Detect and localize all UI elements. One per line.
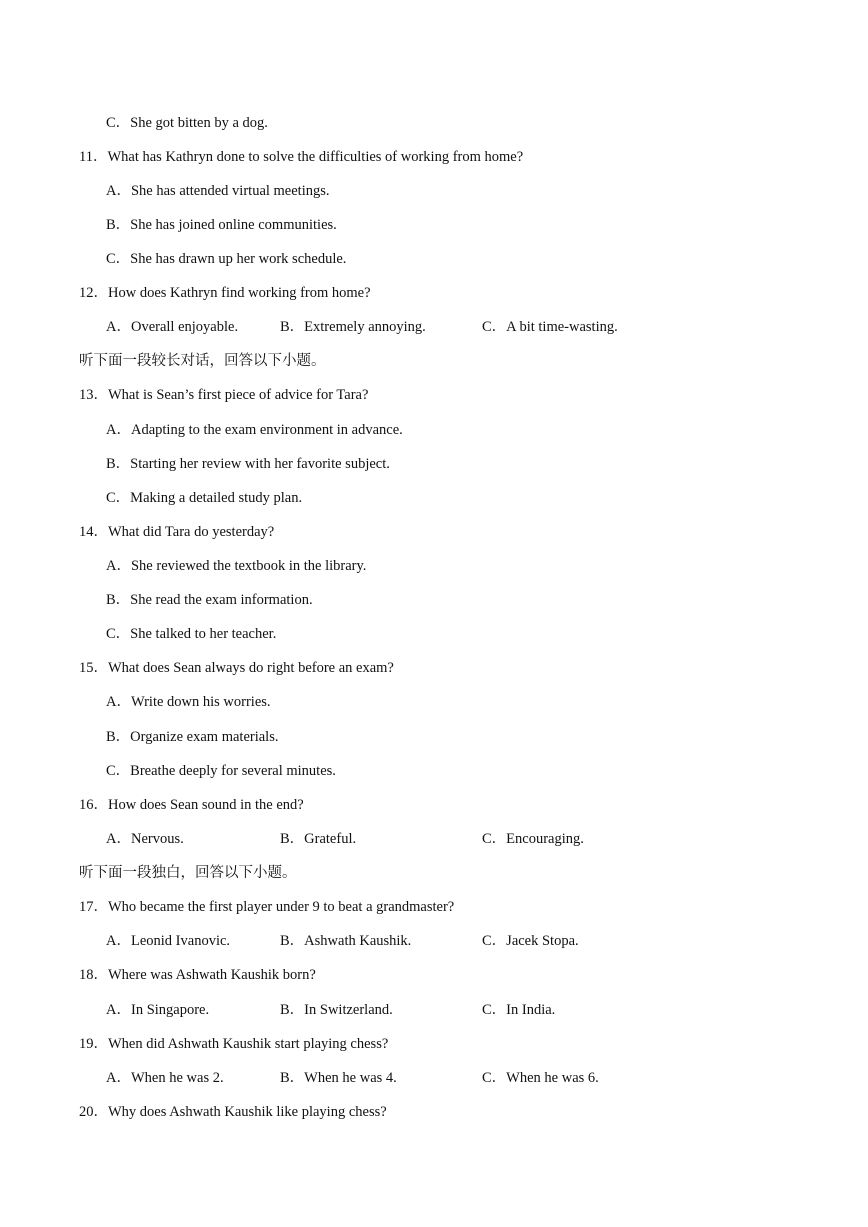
question-12 — [79, 283, 371, 303]
option-label: B． — [106, 217, 131, 233]
question-number: 12． — [79, 285, 108, 301]
option-19c — [482, 1068, 599, 1088]
option-text: Nervous. — [130, 831, 184, 847]
option-14b — [106, 590, 313, 610]
option-14c — [106, 624, 276, 644]
option-text: She has attended virtual meetings. — [130, 183, 330, 199]
option-12c — [482, 317, 618, 337]
option-label: B． — [106, 729, 131, 745]
option-label: C． — [482, 831, 507, 847]
option-text: She reviewed the textbook in the library. — [130, 558, 367, 574]
question-text: What did Tara do yesterday? — [108, 524, 275, 540]
options-row-12 — [106, 317, 806, 337]
question-number: 15． — [79, 660, 108, 676]
question-20 — [79, 1102, 387, 1122]
option-13c — [106, 488, 302, 508]
option-17b — [280, 931, 411, 951]
question-13 — [79, 385, 368, 405]
option-text: When he was 6. — [506, 1070, 599, 1086]
option-label: A． — [106, 319, 131, 335]
option-label: A． — [106, 933, 131, 949]
option-label: A． — [106, 183, 131, 199]
option-text: Making a detailed study plan. — [130, 490, 303, 506]
option-text: Write down his worries. — [130, 694, 271, 710]
option-12a — [106, 317, 238, 337]
option-label: C． — [106, 626, 131, 642]
option-label: C． — [482, 1002, 507, 1018]
option-label: B． — [280, 1070, 305, 1086]
option-text: She has drawn up her work schedule. — [130, 251, 347, 267]
option-11a — [106, 181, 330, 201]
option-label: A． — [106, 831, 131, 847]
option-label: B． — [280, 933, 305, 949]
option-12b — [280, 317, 426, 337]
question-text: Why does Ashwath Kaushik like playing chess? — [108, 1104, 387, 1120]
options-row-18 — [106, 1000, 806, 1020]
option-17a — [106, 931, 230, 951]
option-label: B． — [106, 456, 131, 472]
question-text: What has Kathryn done to solve the difficulties of working from home? — [107, 149, 524, 165]
option-label: C． — [106, 115, 131, 131]
option-label: A． — [106, 422, 131, 438]
question-14 — [79, 522, 274, 542]
option-text: A bit time-wasting. — [506, 319, 618, 335]
option-text: Ashwath Kaushik. — [304, 933, 412, 949]
option-16a — [106, 829, 184, 849]
option-text: She talked to her teacher. — [130, 626, 277, 642]
question-number: 11． — [79, 149, 108, 165]
section-instruction: 听下面一段独白，回答以下小题。 — [79, 865, 297, 881]
option-13a — [106, 420, 403, 440]
option-label: C． — [106, 251, 131, 267]
option-text: Organize exam materials. — [130, 729, 279, 745]
option-11b — [106, 215, 337, 235]
option-label: B． — [280, 319, 305, 335]
option-text: When he was 4. — [304, 1070, 397, 1086]
option-label: C． — [482, 933, 507, 949]
option-text: Leonid Ivanovic. — [130, 933, 231, 949]
option-label: C． — [482, 1070, 507, 1086]
question-18 — [79, 965, 316, 985]
option-text: She read the exam information. — [130, 592, 313, 608]
option-label: B． — [280, 1002, 305, 1018]
option-label: A． — [106, 694, 131, 710]
option-18a — [106, 1000, 209, 1020]
option-label: C． — [106, 490, 131, 506]
options-row-19 — [106, 1068, 806, 1088]
question-15 — [79, 658, 394, 678]
option-label: A． — [106, 1070, 131, 1086]
option-16b — [280, 829, 356, 849]
option-13b — [106, 454, 390, 474]
option-text: When he was 2. — [130, 1070, 224, 1086]
option-label: A． — [106, 1002, 131, 1018]
question-text: What does Sean always do right before an exam? — [108, 660, 394, 676]
option-16c — [482, 829, 584, 849]
option-18b — [280, 1000, 393, 1020]
option-text: Starting her review with her favorite subject. — [130, 456, 390, 472]
question-text: How does Sean sound in the end? — [108, 797, 304, 813]
question-number: 14． — [79, 524, 108, 540]
option-text: Adapting to the exam environment in advance. — [130, 422, 403, 438]
question-number: 18． — [79, 967, 108, 983]
option-15a — [106, 692, 271, 712]
question-number: 17． — [79, 899, 108, 915]
option-label: B． — [280, 831, 305, 847]
option-text: Breathe deeply for several minutes. — [130, 763, 336, 779]
option-15c — [106, 761, 336, 781]
option-label: A． — [106, 558, 131, 574]
options-row-17 — [106, 931, 806, 951]
question-number: 19． — [79, 1036, 108, 1052]
option-text: Grateful. — [304, 831, 357, 847]
option-19b — [280, 1068, 397, 1088]
option-text: She has joined online communities. — [130, 217, 337, 233]
question-17 — [79, 897, 454, 917]
option-17c — [482, 931, 579, 951]
option-label: B． — [106, 592, 131, 608]
question-text: When did Ashwath Kaushik start playing chess? — [108, 1036, 389, 1052]
option-text: Encouraging. — [506, 831, 584, 847]
question-number: 20． — [79, 1104, 108, 1120]
question-11 — [79, 147, 523, 167]
options-row-16 — [106, 829, 806, 849]
question-number: 16． — [79, 797, 108, 813]
question-text: Where was Ashwath Kaushik born? — [108, 967, 316, 983]
question-19 — [79, 1034, 388, 1054]
option-label: C． — [482, 319, 507, 335]
question-text: How does Kathryn find working from home? — [108, 285, 371, 301]
option-10c — [106, 113, 268, 133]
option-text: She got bitten by a dog. — [130, 115, 268, 131]
option-label: C． — [106, 763, 131, 779]
option-19a — [106, 1068, 224, 1088]
option-text: In India. — [506, 1002, 556, 1018]
option-15b — [106, 727, 278, 747]
option-text: Overall enjoyable. — [130, 319, 239, 335]
question-text: Who became the first player under 9 to beat a grandmaster? — [108, 899, 455, 915]
option-text: Jacek Stopa. — [506, 933, 579, 949]
option-11c — [106, 249, 346, 269]
option-text: In Singapore. — [130, 1002, 210, 1018]
option-14a — [106, 556, 366, 576]
question-number: 13． — [79, 387, 108, 403]
question-16 — [79, 795, 304, 815]
question-text: What is Sean’s first piece of advice for Tara? — [108, 387, 369, 403]
section-instruction: 听下面一段较长对话，回答以下小题。 — [79, 353, 326, 369]
option-text: Extremely annoying. — [304, 319, 426, 335]
option-text: In Switzerland. — [304, 1002, 393, 1018]
option-18c — [482, 1000, 555, 1020]
